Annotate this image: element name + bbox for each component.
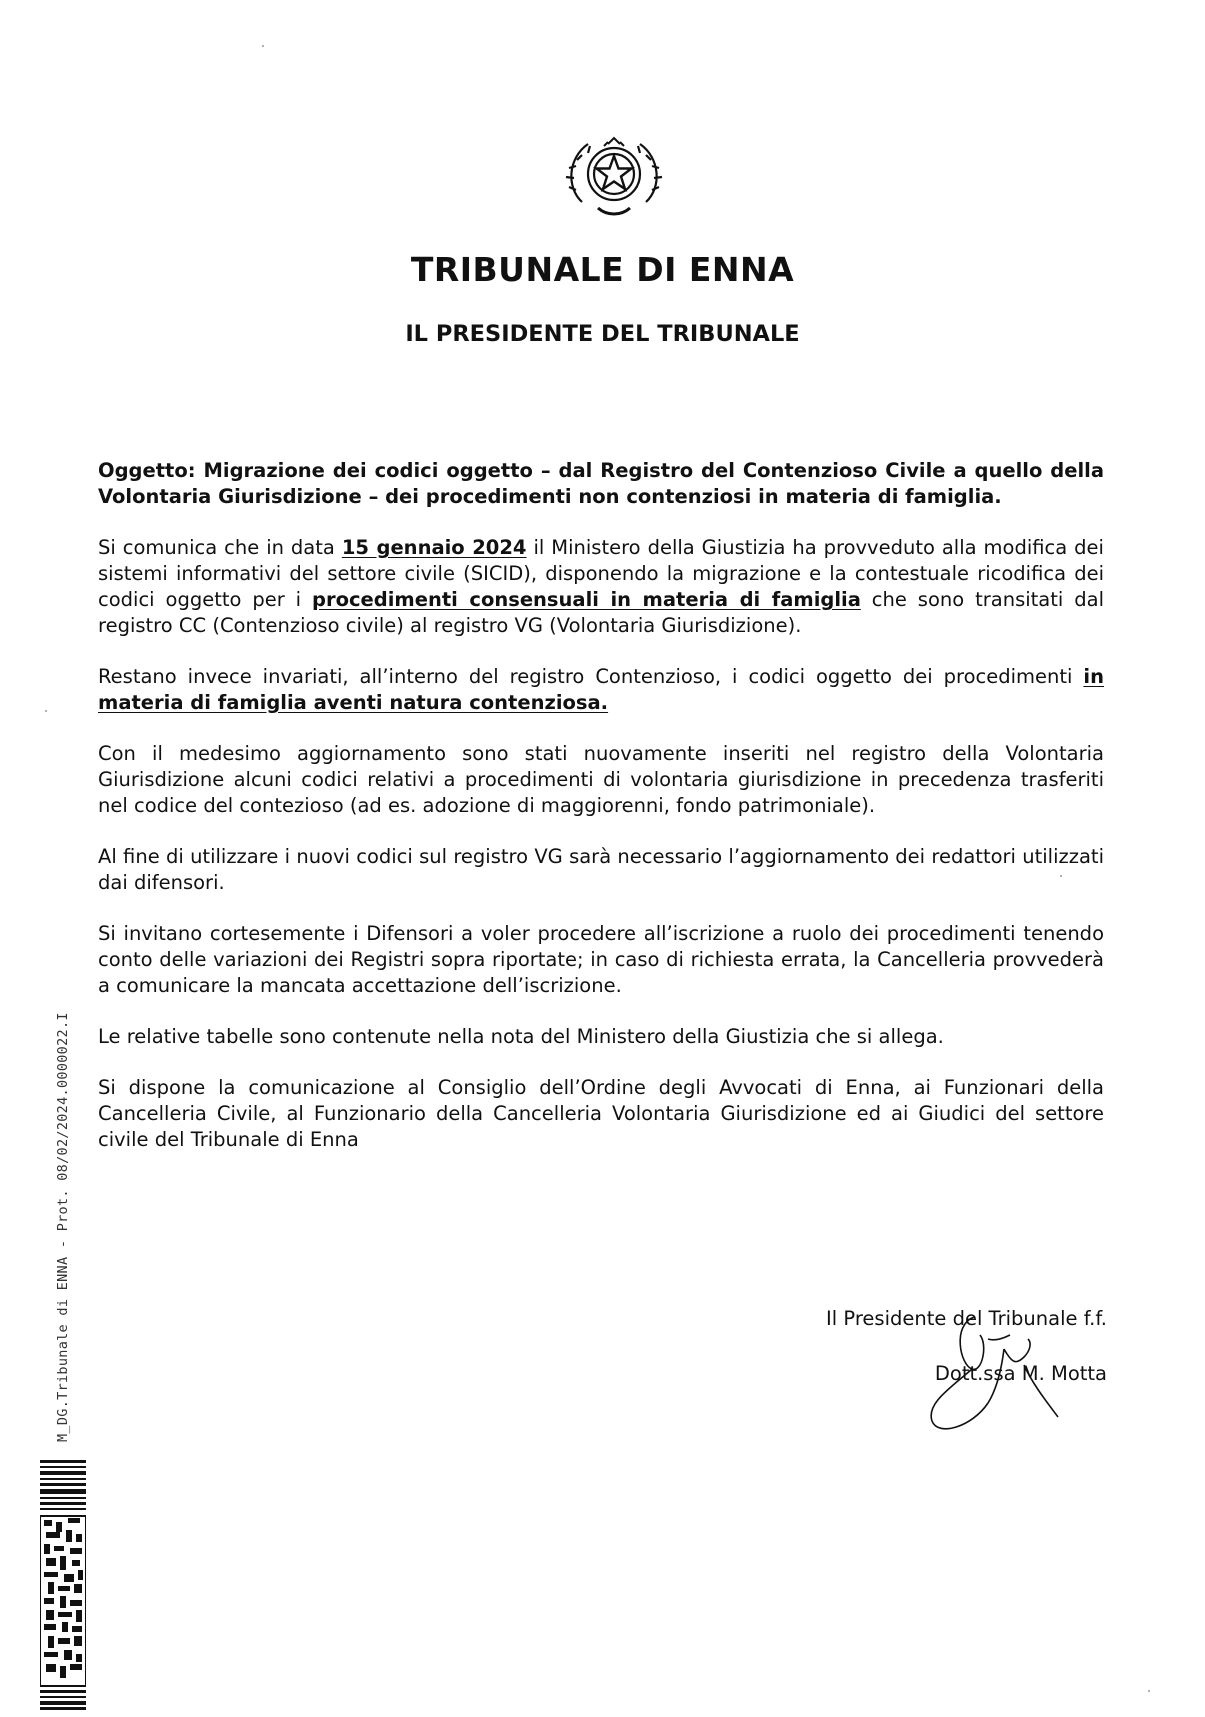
p2-emphasis: in materia di famiglia aventi natura contenziosa.: [98, 665, 1104, 714]
p1-text-c: che sono transitati dal registro CC (Contenzioso civile) al registro VG (Volontaria Giurisdizione).: [98, 588, 1104, 637]
paragraph-migration-notice: [98, 535, 1104, 639]
paragraph-attached-tables: Le relative tabelle sono contenute nella nota del Ministero della Giustizia che si allega.: [98, 1025, 944, 1048]
document-body: [98, 458, 1104, 1178]
scan-speck: [1060, 875, 1062, 877]
barcode-icon: [40, 1460, 86, 1710]
signatory-name: Dott.ssa M. Motta: [934, 1362, 1107, 1385]
italian-republic-emblem-icon: [562, 132, 666, 218]
scan-speck: [262, 45, 264, 47]
p1-text-b: il Ministero della Giustizia ha provveduto alla modifica dei sistemi informativi del settore civile (SICID), disponendo la migrazione e la contestuale ricodifica dei codici oggetto per i: [98, 536, 1104, 611]
subject-text: Migrazione dei codici oggetto – dal Registro del Contenzioso Civile a quello della Volontaria Giurisdizione – dei procedimenti non contenziosi in materia di famiglia.: [98, 459, 1104, 508]
office-subtitle: IL PRESIDENTE DEL TRIBUNALE: [405, 321, 800, 347]
p1-date: 15 gennaio 2024: [341, 536, 527, 559]
scan-speck: [1148, 1690, 1150, 1692]
paragraph-reinserted-codes: Con il medesimo aggiornamento sono stati nuovamente inseriti nel registro della Volontaria Giurisdizione alcuni codici relativi a procedimenti di volontaria giurisdizione in precedenza trasferiti nel codice del contezioso (ad es. adozione di maggiorenni, fondo patrimoniale).: [98, 742, 1104, 817]
paragraph-software-update: Al fine di utilizzare i nuovi codici sul registro VG sarà necessario l’aggiornamento dei redattori utilizzati dai difensori.: [98, 845, 1104, 894]
paragraph-lawyers-invitation: Si invitano cortesemente i Difensori a voler procedere all’iscrizione a ruolo dei procedimenti tenendo conto delle variazioni dei Registri sopra riportate; in caso di richiesta errata, la Cancelleria provvederà a comunicare la mancata accettazione dell’iscrizione.: [98, 922, 1104, 997]
protocol-stamp: M_DG.Tribunale di ENNA - Prot. 08/02/2024.0000022.I: [55, 1012, 71, 1442]
p1-emphasis: procedimenti consensuali in materia di famiglia: [312, 588, 861, 611]
p1-text-a: Si comunica che in data: [98, 536, 342, 559]
scan-speck: [45, 710, 47, 712]
subject-paragraph: [98, 458, 1104, 510]
handwritten-signature-icon: [912, 1305, 1072, 1445]
institution-title: TRIBUNALE DI ENNA: [410, 250, 795, 289]
paragraph-unchanged-codes: [98, 664, 1104, 716]
paragraph-distribution: Si dispone la comunicazione al Consiglio dell’Ordine degli Avvocati di Enna, ai Funzionari della Cancelleria Civile, al Funzionario della Cancelleria Volontaria Giurisdizione ed ai Giudici del settore civile del Tribunale di Enna: [98, 1076, 1104, 1151]
signature-role: Il Presidente del Tribunale f.f.: [826, 1307, 1107, 1330]
p2-text-a: Restano invece invariati, all’interno del registro Contenzioso, i codici oggetto dei procedimenti: [98, 665, 1084, 688]
subject-label: Oggetto:: [98, 459, 196, 482]
